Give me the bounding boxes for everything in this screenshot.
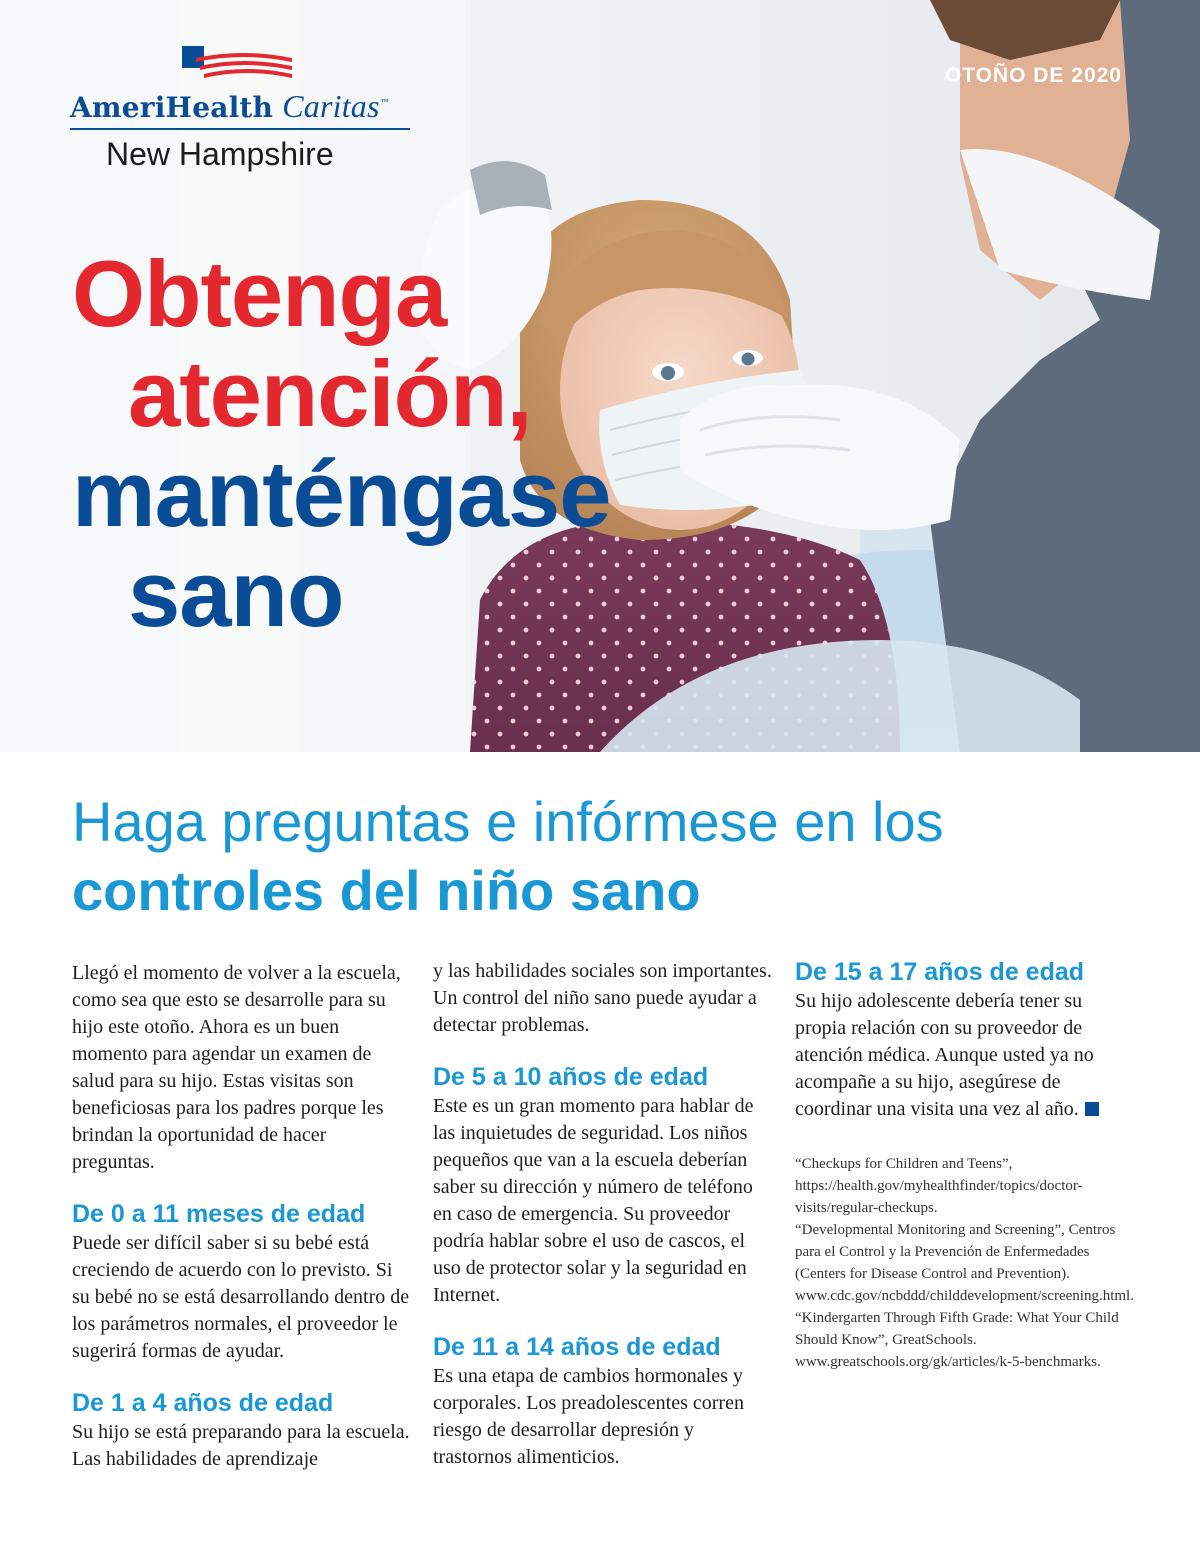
subheading-0-11-months: De 0 a 11 meses de edad	[72, 1200, 366, 1228]
article-column-1	[72, 960, 412, 1473]
reference-item: “Developmental Monitoring and Screening”, Centros para el Control y la Prevención de Enfermedades (Centers for Disease Control and Prevention). www.cdc.gov/ncbddd/childdevelopment/screening.html.	[795, 1222, 1134, 1304]
headline-line-3: manténgase	[72, 441, 611, 546]
end-of-article-square-icon	[1085, 1102, 1099, 1116]
headline-line-4: sano	[128, 541, 344, 646]
issue-season-label: OTOÑO DE 2020	[944, 64, 1122, 87]
article-title-line-2: controles del niño sano	[72, 859, 701, 922]
american-flag-logo-icon	[182, 44, 292, 80]
logo-wordmark	[70, 88, 390, 125]
article-title-line-1: Haga preguntas e infórmese en los	[72, 790, 944, 853]
paragraph-15-17-years-wrapper	[795, 988, 1130, 1123]
paragraph-0-11-months: Puede ser difícil saber si su bebé está creciendo de acuerdo con lo previsto. Si su bebé no se está desarrollando dentro de los parámetros normales, el proveedor le sugerirá formas de ayudar.	[72, 1232, 410, 1362]
subheading-15-17-years: De 15 a 17 años de edad	[795, 958, 1085, 986]
main-headline	[72, 241, 611, 646]
paragraph-11-14-years: Es una etapa de cambios hormonales y corporales. Los preadolescentes corren riesgo de desarrollar depresión y trastornos alimenticios.	[433, 1365, 744, 1468]
reference-item: “Checkups for Children and Teens”, https://health.gov/myhealthfinder/topics/doctor-visits/regular-checkups.	[795, 1156, 1083, 1216]
reference-item: “Kindergarten Through Fifth Grade: What Your Child Should Know”, GreatSchools. www.greatschools.org/gk/articles/k-5-benchmarks.	[795, 1310, 1119, 1370]
hero-section	[0, 0, 1200, 752]
subheading-11-14-years: De 11 a 14 años de edad	[433, 1333, 721, 1361]
paragraph-1-4-years: Su hijo se está preparando para la escuela. Las habilidades de aprendizaje	[72, 1421, 410, 1470]
subheading-5-10-years: De 5 a 10 años de edad	[433, 1063, 709, 1091]
references-list	[795, 1153, 1134, 1373]
logo-trademark: ™	[379, 98, 390, 110]
paragraph-15-17-years: Su hijo adolescente debería tener su propia relación con su proveedor de atención médica. Aunque usted ya no acompañe a su hijo, asegúrese de coordinar una visita una vez al año.	[795, 990, 1094, 1120]
logo-divider	[70, 128, 410, 130]
paragraph-5-10-years: Este es un gran momento para hablar de las inquietudes de seguridad. Los niños pequeños que van a la escuela deberían saber su dirección y número de teléfono en caso de emergencia. Su proveedor podría hablar sobre el uso de cascos, el uso de protector solar y la seguridad en Internet.	[433, 1095, 754, 1306]
headline-line-1: Obtenga	[72, 241, 447, 346]
paragraph-1-4-years-continued: y las habilidades sociales son importantes. Un control del niño sano puede ayudar a detectar problemas.	[433, 960, 772, 1036]
intro-paragraph: Llegó el momento de volver a la escuela, como sea que esto se desarrolle para su hijo este otoño. Ahora es un buen momento para agendar un examen de salud para su hijo. Estas visitas son beneficiosas para los padres porque les brindan la oportunidad de hacer preguntas.	[72, 962, 401, 1173]
article-title	[72, 788, 944, 926]
subheading-1-4-years: De 1 a 4 años de edad	[72, 1389, 334, 1417]
logo-name-italic: Caritas	[282, 88, 380, 124]
logo-state-name: New Hampshire	[106, 136, 334, 172]
headline-line-2: atención,	[128, 341, 532, 446]
article-column-2	[433, 958, 773, 1471]
article-column-3	[795, 956, 1134, 1373]
logo-name-bold: AmeriHealth	[70, 91, 274, 124]
